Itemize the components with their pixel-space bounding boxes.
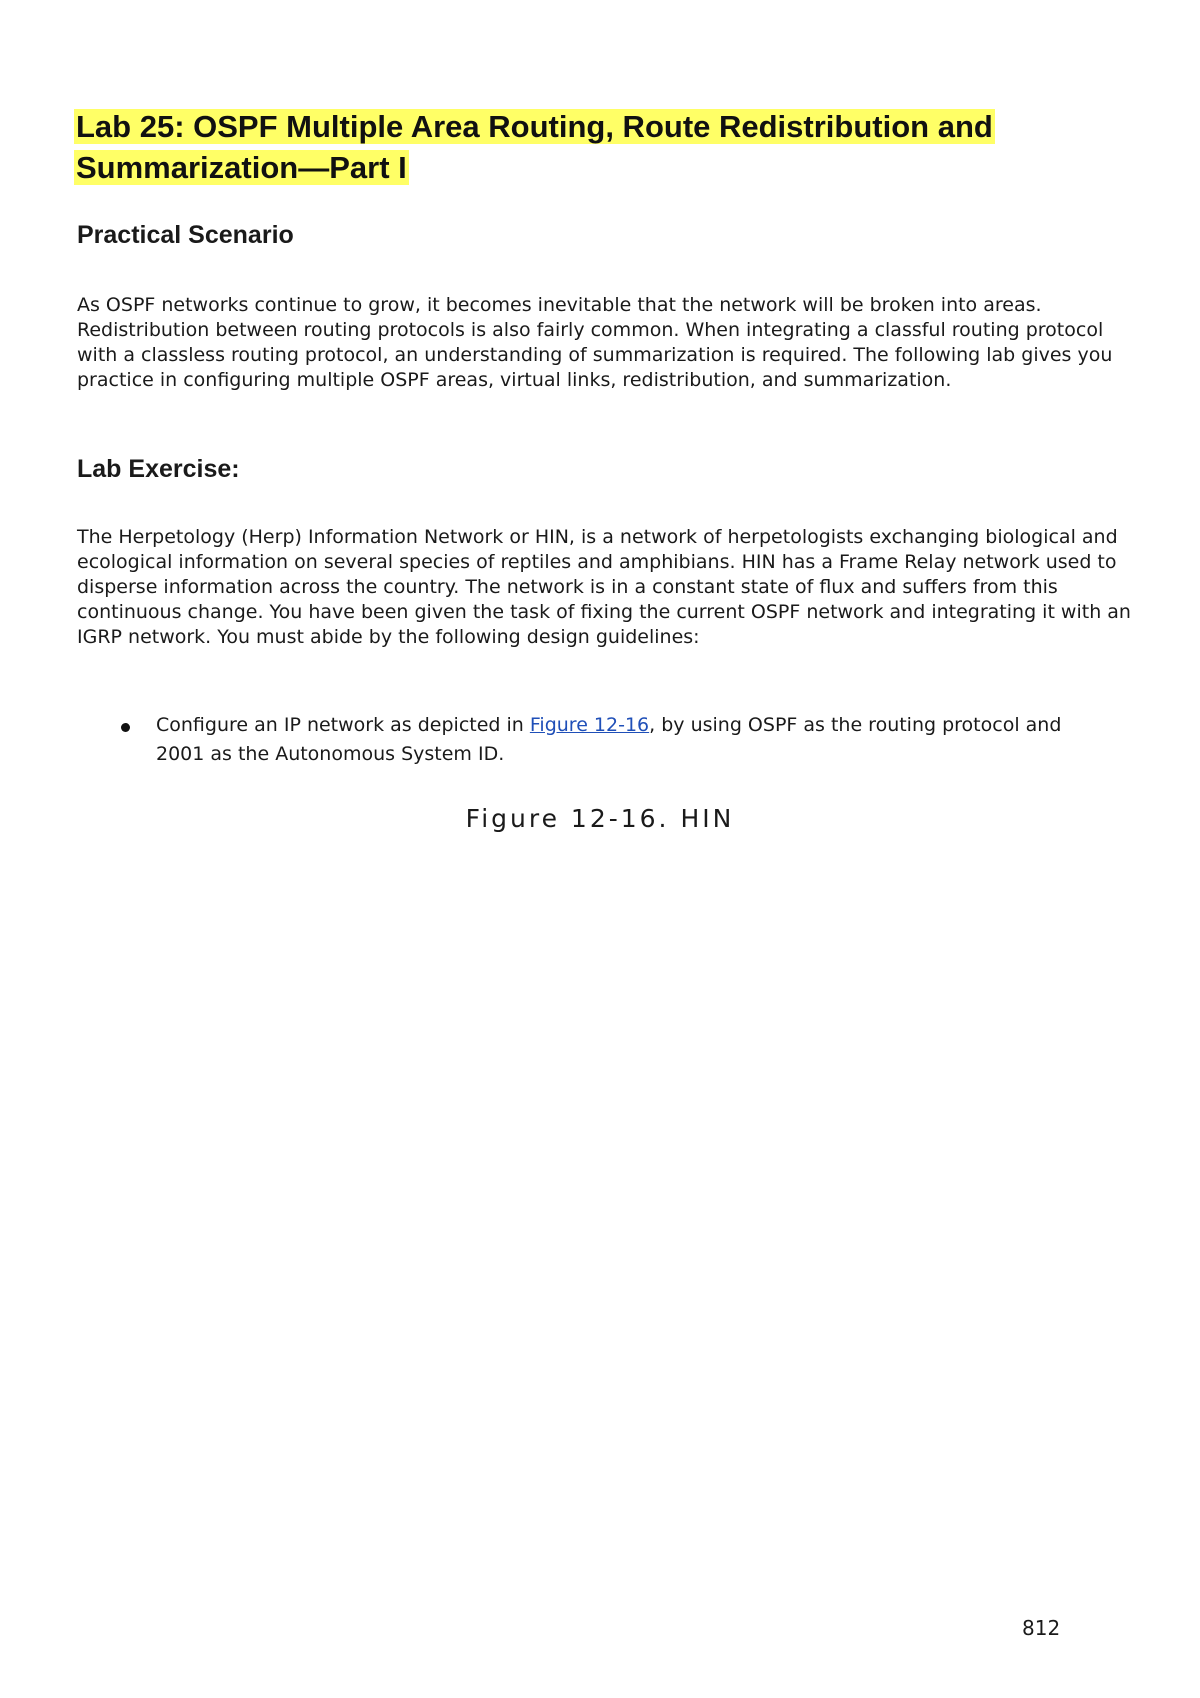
figure-12-16-link[interactable]: Figure 12-16 bbox=[529, 714, 650, 736]
lab-exercise-heading: Lab Exercise: bbox=[77, 455, 240, 483]
figure-caption: Figure 12-16. HIN bbox=[465, 804, 735, 833]
page-number: 812 bbox=[1022, 1616, 1061, 1640]
lab-title bbox=[74, 106, 1074, 188]
bullet-text-before: Configure an IP network as depicted in bbox=[156, 714, 530, 736]
title-line-1: Lab 25: OSPF Multiple Area Routing, Route Redistribution and bbox=[76, 109, 993, 144]
bullet-text-after: , by using OSPF as the routing protocol and 2001 as the Autonomous System ID. bbox=[156, 714, 1062, 765]
design-guidelines-list bbox=[77, 711, 1077, 769]
bullet-icon bbox=[121, 723, 130, 732]
list-item bbox=[77, 711, 1077, 769]
title-highlight bbox=[74, 109, 995, 185]
practical-scenario-heading: Practical Scenario bbox=[77, 221, 294, 249]
title-line-2: Summarization—Part I bbox=[76, 150, 407, 185]
practical-scenario-paragraph: As OSPF networks continue to grow, it becomes inevitable that the network will be broken into areas. Redistribution between routing protocols is also fairly common. When integrating a classful routing protocol with a classless routing protocol, an understanding of summarization is required. The following lab gives you practice in configuring multiple OSPF areas, virtual links, redistribution, and summarization. bbox=[77, 294, 1113, 391]
lab-exercise-paragraph: The Herpetology (Herp) Information Network or HIN, is a network of herpetologists exchanging biological and ecological information on several species of reptiles and amphibians. HIN has a Frame Relay network used to disperse information across the country. The network is in a constant state of flux and suffers from this continuous change. You have been given the task of fixing the current OSPF network and integrating it with an IGRP network. You must abide by the following design guidelines: bbox=[77, 526, 1131, 648]
